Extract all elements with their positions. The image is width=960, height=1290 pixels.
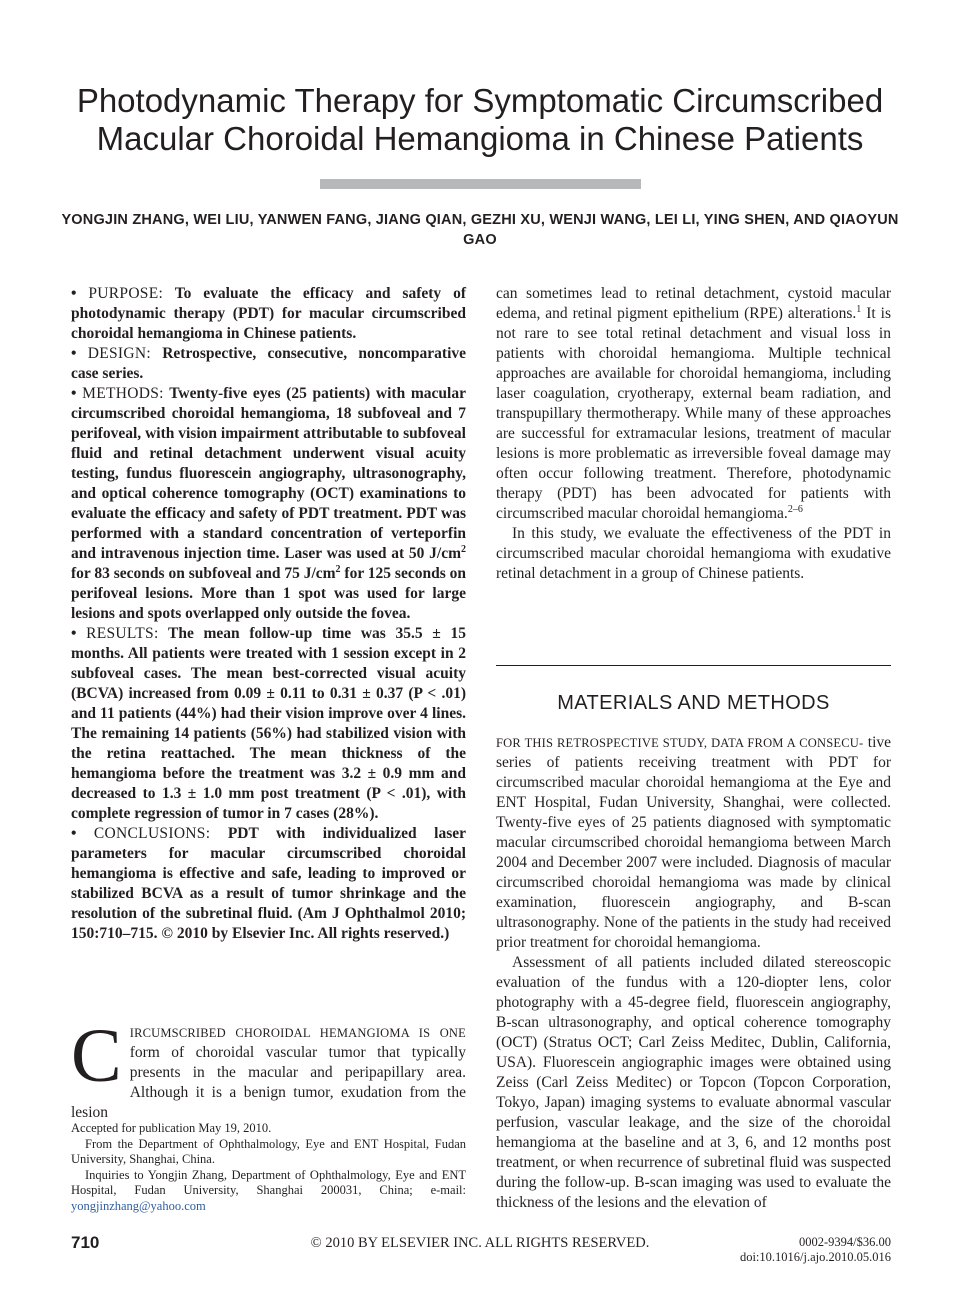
accepted-date: Accepted for publication May 19, 2010. <box>71 1121 272 1135</box>
methods-label: METHODS: <box>82 385 164 402</box>
drop-cap: C <box>71 1014 122 1098</box>
email-link[interactable]: yongjinzhang@yahoo.com <box>71 1198 206 1213</box>
results-text: The mean follow-up time was 35.5 ± 15 months. All patients were treated with 1 session except in 2 subfoveal cases. The mean best-corrected visual acuity (BCVA) increased from 0.09 ± 0.11 to 0.31 ± 0.37 (P < .01) and 11 patients (44%) had their vision improve over 4 lines. The remaining 14 patients (56%) had stabilized vision with the retina reattached. The mean thickness of the hemangioma before the treatment was 3.2 ± 0.9 mm and decreased to 1.3 ± 1.0 mm post treatment (P < .01), with complete regression of tumor in 7 cases (28%). <box>71 625 466 822</box>
conclusions-text: PDT with individualized laser parameters for macular circumscribed choroidal hemangioma is effective and safe, leading to improved or stabilized BCVA as a result of tumor shrinkage and the resolution of the subretinal fluid. <box>71 825 466 922</box>
abstract-purpose: • PURPOSE: To evaluate the efficacy and safety of photodynamic therapy (PDT) for macular circumscribed choroidal hemangioma in Chinese patients. <box>71 285 466 342</box>
superscript: 2 <box>461 543 466 555</box>
design-text: Retrospective, consecutive, noncomparative case series. <box>71 345 467 382</box>
intro-continued-paragraph: can sometimes lead to retinal detachment, cystoid macular edema, and retinal pigment epithelium (RPE) alterations.$^1$ It is not rare to see total retinal detachment and visual loss in patients with choroidal hemangioma. Multiple technical approaches are available for choroidal hemangioma, including laser coagulation, cryotherapy, external beam radiation, and transpupillary thermotherapy. While many of these approaches are successful for extramacular lesions, treatment of macular lesions is more problematic as irreversible foveal damage may often occur following treatment. Therefore, photodynamic therapy (PDT) has been advocated for patients with circumscribed macular choroidal hemangioma.$^{2-6}$ <box>496 285 891 522</box>
methods-paragraph-1: FOR THIS RETROSPECTIVE STUDY, DATA FROM A CONSECU- tive series of patients receiving treatment with PDT for circumscribed macular choroidal hemangioma at the Eye and ENT Hospital, Fudan University, Shanghai, were collected. Twenty-five eyes of 25 patients diagnosed with symptomatic macular circumscribed choroidal hemangioma between March 2004 and December 2007 were included. Diagnosis of macular circumscribed choroidal hemangioma was made by clinical examination, fluorescein angiography, and B-scan ultrasonography. None of the patients in the study had received prior treatment for choroidal hemangioma. <box>496 734 892 951</box>
purpose-label: PURPOSE: <box>88 285 164 302</box>
title-divider-bar <box>320 179 641 189</box>
doi: doi:10.1016/j.ajo.2010.05.016 <box>739 1250 891 1264</box>
intro-text: form of choroidal vascular tumor that typically presents in the macular and peripapillary area. Although it is a benign tumor, exudation from the lesion <box>71 1044 466 1121</box>
inquiries-note: Inquiries to Yongjin Zhang, Department of Ophthalmology, Eye and ENT Hospital, Fudan University, Shanghai 200031, China; e-mail: yongjinzhang@yahoo.com <box>71 1167 466 1213</box>
methods-body <box>496 733 891 1213</box>
reference-superscript: 1 <box>856 303 862 315</box>
intro-lead: IRCUMSCRIBED CHOROIDAL HEMANGIOMA IS ONE <box>129 1026 466 1040</box>
section-rule <box>496 665 891 666</box>
page-number: 710 <box>71 1233 100 1252</box>
affiliation-note: From the Department of Ophthalmology, Eye and ENT Hospital, Fudan University, Shanghai, China. <box>71 1136 466 1166</box>
superscript: 2 <box>335 563 341 575</box>
right-column-intro <box>496 284 891 584</box>
design-label: DESIGN: <box>87 345 151 362</box>
abstract-design: • DESIGN: Retrospective, consecutive, noncomparative case series. <box>71 345 467 382</box>
purpose-text: To evaluate the efficacy and safety of photodynamic therapy (PDT) for macular circumscribed choroidal hemangioma in Chinese patients. <box>71 285 466 342</box>
results-label: RESULTS: <box>86 625 159 642</box>
abstract <box>71 284 466 944</box>
study-aim-paragraph: In this study, we evaluate the effectiveness of the PDT in circumscribed macular choroidal hemangioma with exudative retinal detachment in a group of Chinese patients. <box>496 525 891 582</box>
methods-text-2: for 83 seconds on subfoveal and 75 J/cm <box>71 565 336 582</box>
abstract-results: • RESULTS: The mean follow-up time was 35.5 ± 15 months. All patients were treated with 1 session except in 2 subfoveal cases. The mean best-corrected visual acuity (BCVA) increased from 0.09 ± 0.11 to 0.31 ± 0.37 (P < .01) and 11 patients (44%) had their vision improve over 4 lines. The remaining 14 patients (56%) had stabilized vision with the retina reattached. The mean thickness of the hemangioma before the treatment was 3.2 ± 0.9 mm and decreased to 1.3 ± 1.0 mm post treatment (P < .01), with complete regression of tumor in 7 cases (28%). <box>71 625 466 822</box>
abstract-conclusions: • CONCLUSIONS: PDT with individualized laser parameters for macular circumscribed choroidal hemangioma is effective and safe, leading to improved or stabilized BCVA as a result of tumor shrinkage and the resolution of the subretinal fluid. (Am J Ophthalmol 2010; 150:710–715. © 2010 by Elsevier Inc. All rights reserved.) <box>71 825 466 942</box>
methods-paragraph-2: Assessment of all patients included dilated stereoscopic evaluation of the fundus with a 120-diopter lens, color photography with a 45-degree field, fluorescein angiography, B-scan ultrasonography, and optical coherence tomography (OCT) (Stratus OCT; Carl Zeiss Meditec, Dublin, California, USA). Fluorescein angiographic images were obtained using Zeiss (Carl Zeiss Meditec) or Topcon (Topcon Corporation, Tokyo, Japan) imaging systems to evaluate abnormal vascular perfusion, vascular leakage, and the size of the choroidal hemangioma at the baseline and at 3, 6, and 12 months post treatment, or when recurrence of subretinal fluid was suspected during the follow-up. B-scan imaging was used to evaluate the thickness of the lesions and the elevation of <box>496 954 891 1211</box>
conclusions-label: CONCLUSIONS: <box>93 825 211 842</box>
article-footnotes <box>71 1121 466 1214</box>
reference-superscript: 2–6 <box>787 503 803 515</box>
copyright-line: © 2010 BY ELSEVIER INC. ALL RIGHTS RESERVED. <box>310 1235 650 1251</box>
article-title: Photodynamic Therapy for Symptomatic Circumscribed Macular Choroidal Hemangioma in Chinese Patients <box>76 82 884 157</box>
intro-paragraph <box>71 1014 466 1123</box>
issn-doi <box>740 1235 891 1265</box>
issn: 0002-9394/$36.00 <box>798 1235 891 1249</box>
methods-text-1: Twenty-five eyes (25 patients) with macular circumscribed choroidal hemangioma, 18 subfoveal and 7 perifoveal, with vision impairment attributable to subfoveal fluid and retinal detachment underwent visual acuity testing, fundus fluorescein angiography, ultrasonography, and optical coherence tomography (OCT) examinations to evaluate the efficacy and safety of PDT treatment. PDT was performed with a standard concentration of verteporfin and intravenous injection time. Laser was used at 50 J/cm <box>71 385 466 562</box>
abstract-citation: (Am J Ophthalmol 2010; 150:710–715. © 2010 by Elsevier Inc. All rights reserved.) <box>71 905 466 942</box>
methods-text-3: for 125 seconds on perifoveal lesions. More than 1 spot was used for large lesions and spots overlapped only outside the fovea. <box>71 565 466 622</box>
author-list: YONGJIN ZHANG, WEI LIU, YANWEN FANG, JIANG QIAN, GEZHI XU, WENJI WANG, LEI LI, YING SHEN, AND QIAOYUN GAO <box>61 212 899 248</box>
methods-leadin: FOR THIS RETROSPECTIVE STUDY, DATA FROM A CONSECU- <box>496 736 864 750</box>
section-heading: MATERIALS AND METHODS <box>557 692 830 714</box>
abstract-methods: • METHODS: Twenty-five eyes (25 patients) with macular circumscribed choroidal hemangioma, 18 subfoveal and 7 perifoveal, with vision impairment attributable to subfoveal fluid and retinal detachment underwent visual acuity testing, fundus fluorescein angiography, ultrasonography, and optical coherence tomography (OCT) examinations to evaluate the efficacy and safety of PDT treatment. PDT was performed with a standard concentration of verteporfin and intravenous injection time. Laser was used at 50 $J/cm^2$ for 83 seconds on subfoveal and 75 $J/cm^2$ for 125 seconds on perifoveal lesions. More than 1 spot was used for large lesions and spots overlapped only outside the fovea. <box>71 385 466 622</box>
